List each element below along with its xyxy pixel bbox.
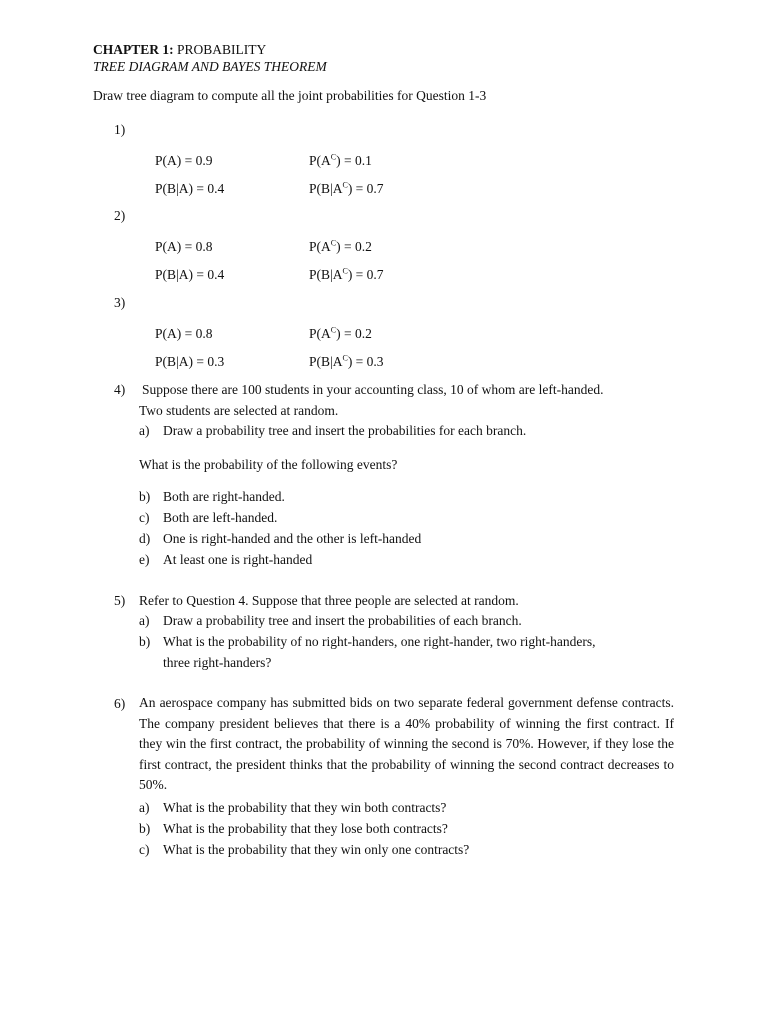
q4-line1: Suppose there are 100 students in your accounting class, 10 of whom are left-handed. bbox=[142, 382, 604, 397]
q4-e-text: At least one is right-handed bbox=[163, 552, 313, 567]
q5-line1: Refer to Question 4. Suppose that three people are selected at random. bbox=[139, 593, 519, 608]
q2-pac: $P(A^C) = 0.2$ bbox=[309, 238, 372, 254]
q4-a-label: a) bbox=[139, 423, 150, 438]
question-6-number: 6) bbox=[114, 696, 126, 711]
chapter-name: PROBABILITY bbox=[177, 42, 267, 57]
q1-pa: P(A) = 0.9 bbox=[155, 153, 213, 168]
q4-a-text: Draw a probability tree and insert the probabilities for each branch. bbox=[163, 423, 527, 438]
q6-b-label: b) bbox=[139, 821, 151, 836]
q4-prompt: What is the probability of the following events? bbox=[139, 457, 398, 472]
q3-pbac: $P(B|A^C) = 0.3$ bbox=[309, 353, 384, 369]
q2-pba: P(B|A) = 0.4 bbox=[155, 267, 225, 282]
q6-c-label: c) bbox=[139, 842, 150, 857]
chapter-label: CHAPTER 1: bbox=[93, 42, 174, 57]
q5-a-label: a) bbox=[139, 613, 150, 628]
q3-pa: P(A) = 0.8 bbox=[155, 326, 213, 341]
chapter-heading bbox=[93, 42, 266, 58]
q3-pba: P(B|A) = 0.3 bbox=[155, 354, 225, 369]
q4-d-text: One is right-handed and the other is left-handed bbox=[163, 531, 422, 546]
q5-a-text: Draw a probability tree and insert the probabilities of each branch. bbox=[163, 613, 522, 628]
q5-b-text1: What is the probability of no right-handers, one right-hander, two right-handers, bbox=[163, 634, 596, 649]
q4-d-label: d) bbox=[139, 531, 151, 546]
q6-body: An aerospace company has submitted bids on two separate federal government defense contracts. The company president believes that there is a 40% probability of winning the first contract. If they win the first contract, the probability of winning the second is 70%. However, if they lose the first contract, the president thinks that the probability of winning the second contract decreases to 50%. bbox=[139, 695, 674, 793]
q4-line2: Two students are selected at random. bbox=[139, 403, 339, 418]
q4-e-label: e) bbox=[139, 552, 150, 567]
q1-pba: P(B|A) = 0.4 bbox=[155, 181, 225, 196]
q1-pbac: $P(B|A^C) = 0.7$ bbox=[309, 180, 384, 196]
q4-c-text: Both are left-handed. bbox=[163, 510, 278, 525]
q2-pbac: $P(B|A^C) = 0.7$ bbox=[309, 266, 384, 282]
q6-c-text: What is the probability that they win only one contracts? bbox=[163, 842, 470, 857]
q5-b-label: b) bbox=[139, 634, 151, 649]
q6-a-label: a) bbox=[139, 800, 150, 815]
q6-b-text: What is the probability that they lose both contracts? bbox=[163, 821, 448, 836]
page-subtitle: TREE DIAGRAM AND BAYES THEOREM bbox=[93, 59, 327, 74]
q6-a-text: What is the probability that they win both contracts? bbox=[163, 800, 447, 815]
q4-b-label: b) bbox=[139, 489, 151, 504]
q3-pac: $P(A^C) = 0.2$ bbox=[309, 325, 372, 341]
instruction-text: Draw tree diagram to compute all the joint probabilities for Question 1-3 bbox=[93, 88, 487, 103]
q2-pa: P(A) = 0.8 bbox=[155, 239, 213, 254]
q4-c-label: c) bbox=[139, 510, 150, 525]
q1-pac: $P(A^C) = 0.1$ bbox=[309, 152, 372, 168]
question-1-number: 1) bbox=[114, 122, 126, 137]
question-5-number: 5) bbox=[114, 593, 126, 608]
q5-b-text2: three right-handers? bbox=[163, 655, 272, 670]
question-4-number: 4) bbox=[114, 382, 126, 397]
question-2-number: 2) bbox=[114, 208, 126, 223]
question-3-number: 3) bbox=[114, 295, 126, 310]
q4-b-text: Both are right-handed. bbox=[163, 489, 285, 504]
